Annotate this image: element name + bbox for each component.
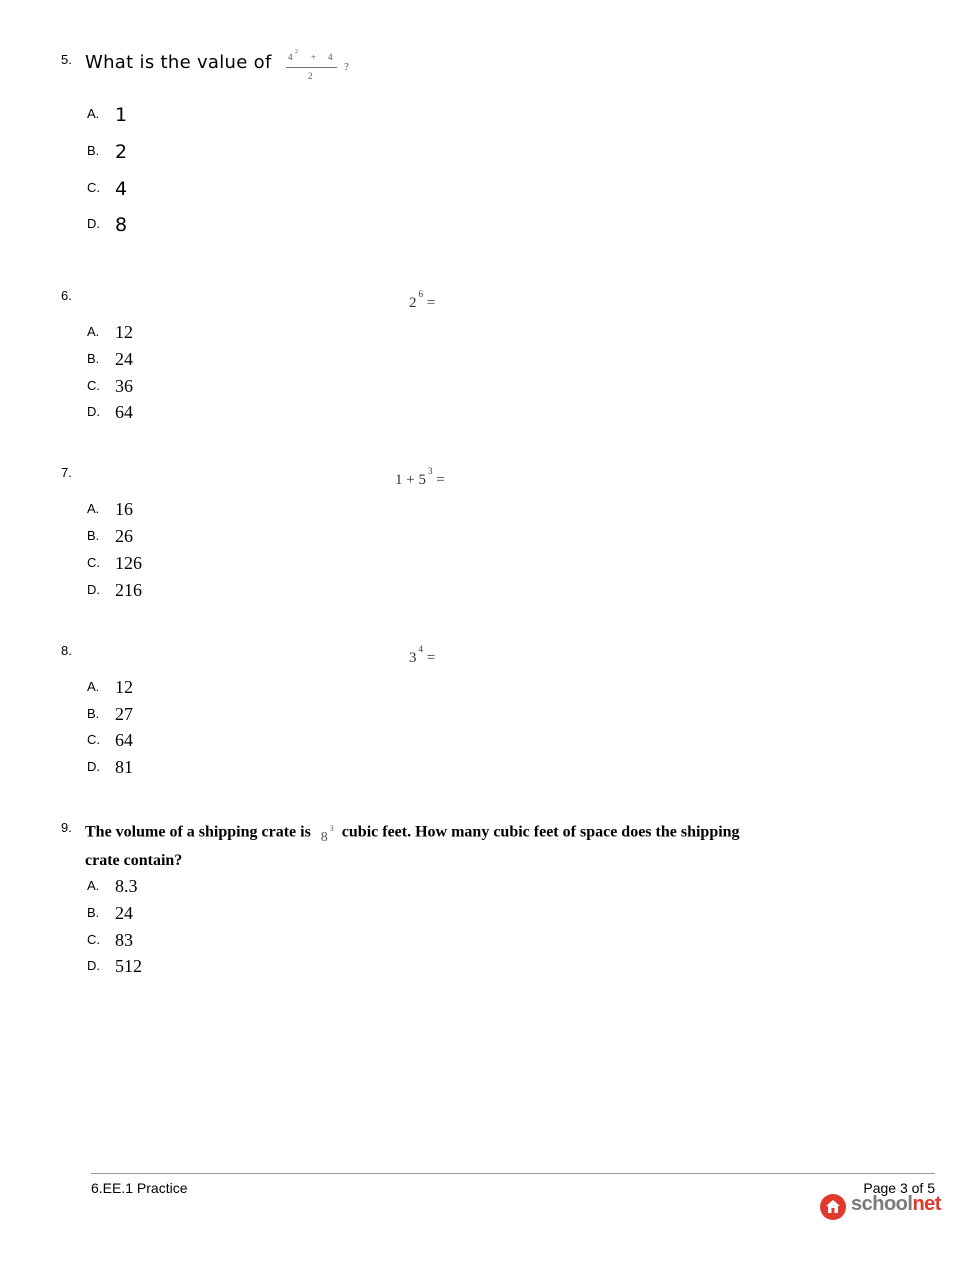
- base: 5: [418, 472, 426, 488]
- option-c[interactable]: 126: [115, 553, 142, 573]
- option-letter: C.: [87, 180, 100, 195]
- option-letter: D.: [87, 582, 100, 597]
- exponent: 3: [329, 824, 334, 833]
- numerator-exponent: 2: [295, 49, 298, 55]
- prefix: 1 +: [395, 472, 415, 488]
- option-b[interactable]: 2: [115, 141, 128, 163]
- option-a[interactable]: 12: [115, 322, 133, 342]
- power-expression: [320, 824, 334, 845]
- question-number: 6.: [61, 288, 72, 303]
- page-indicator: Page 3 of 5: [863, 1180, 935, 1196]
- question-stem: What is the value of: [85, 52, 272, 73]
- footer-title: 6.EE.1 Practice: [91, 1180, 188, 1196]
- option-letter: D.: [87, 958, 100, 973]
- equals-sign: =: [436, 472, 445, 488]
- option-d[interactable]: 64: [115, 402, 133, 422]
- option-letter: C.: [87, 932, 100, 947]
- option-letter: A.: [87, 324, 100, 339]
- question-number: 9.: [61, 820, 72, 835]
- option-a[interactable]: 8.3: [115, 876, 138, 896]
- exponent: 6: [418, 289, 423, 299]
- option-c[interactable]: 64: [115, 730, 133, 750]
- option-b[interactable]: 26: [115, 526, 133, 546]
- question-number: 8.: [61, 643, 72, 658]
- option-letter: A.: [87, 878, 100, 893]
- fraction-bar: [286, 67, 337, 68]
- option-letter: A.: [87, 106, 100, 121]
- option-letter: A.: [87, 679, 100, 694]
- question-stem: [85, 815, 765, 874]
- option-d[interactable]: 512: [115, 956, 142, 976]
- question-mark: ?: [344, 61, 349, 73]
- option-letter: D.: [87, 216, 100, 231]
- option-b[interactable]: 24: [115, 349, 133, 369]
- exponent: 4: [418, 644, 423, 654]
- logo-text-net: net: [912, 1193, 941, 1215]
- base: 2: [409, 295, 417, 311]
- option-d[interactable]: 216: [115, 580, 142, 600]
- question-number: 7.: [61, 465, 72, 480]
- denominator: 2: [308, 71, 313, 81]
- option-letter: B.: [87, 528, 100, 543]
- question-number: 5.: [61, 52, 72, 67]
- equals-sign: =: [426, 295, 436, 311]
- stem-part-2: cubic feet. How many cubic feet of space does the shipping crate contain?: [85, 823, 740, 869]
- house-icon: [820, 1194, 846, 1220]
- option-a[interactable]: 1: [115, 104, 128, 126]
- option-d[interactable]: 8: [115, 214, 128, 236]
- stem-part-1: The volume of a shipping crate is: [85, 823, 311, 841]
- option-c[interactable]: 83: [115, 930, 133, 950]
- schoolnet-logo: [820, 1193, 940, 1223]
- footer-divider: [91, 1173, 935, 1174]
- option-letter: B.: [87, 351, 100, 366]
- power-expression: [409, 289, 436, 312]
- option-letter: C.: [87, 555, 100, 570]
- numerator-term: 4: [328, 52, 333, 62]
- option-letter: C.: [87, 732, 100, 747]
- plus-sign: +: [311, 52, 317, 62]
- option-letter: A.: [87, 501, 100, 516]
- option-b[interactable]: 27: [115, 704, 133, 724]
- base: 8: [320, 829, 328, 845]
- option-letter: D.: [87, 404, 100, 419]
- numerator-base: 4: [288, 52, 293, 62]
- option-c[interactable]: 36: [115, 376, 133, 396]
- option-a[interactable]: 16: [115, 499, 133, 519]
- option-d[interactable]: 81: [115, 757, 133, 777]
- equals-sign: =: [426, 650, 436, 666]
- logo-text-school: school: [851, 1193, 913, 1215]
- option-letter: B.: [87, 905, 100, 920]
- power-expression: [409, 644, 436, 667]
- option-b[interactable]: 24: [115, 903, 133, 923]
- power-expression: [395, 466, 445, 489]
- option-letter: B.: [87, 143, 100, 158]
- exponent: 3: [427, 466, 433, 476]
- option-letter: C.: [87, 378, 100, 393]
- option-letter: B.: [87, 706, 100, 721]
- option-c[interactable]: 4: [115, 178, 128, 200]
- option-letter: D.: [87, 759, 100, 774]
- base: 3: [409, 650, 417, 666]
- logo-text: [851, 1193, 941, 1216]
- option-a[interactable]: 12: [115, 677, 133, 697]
